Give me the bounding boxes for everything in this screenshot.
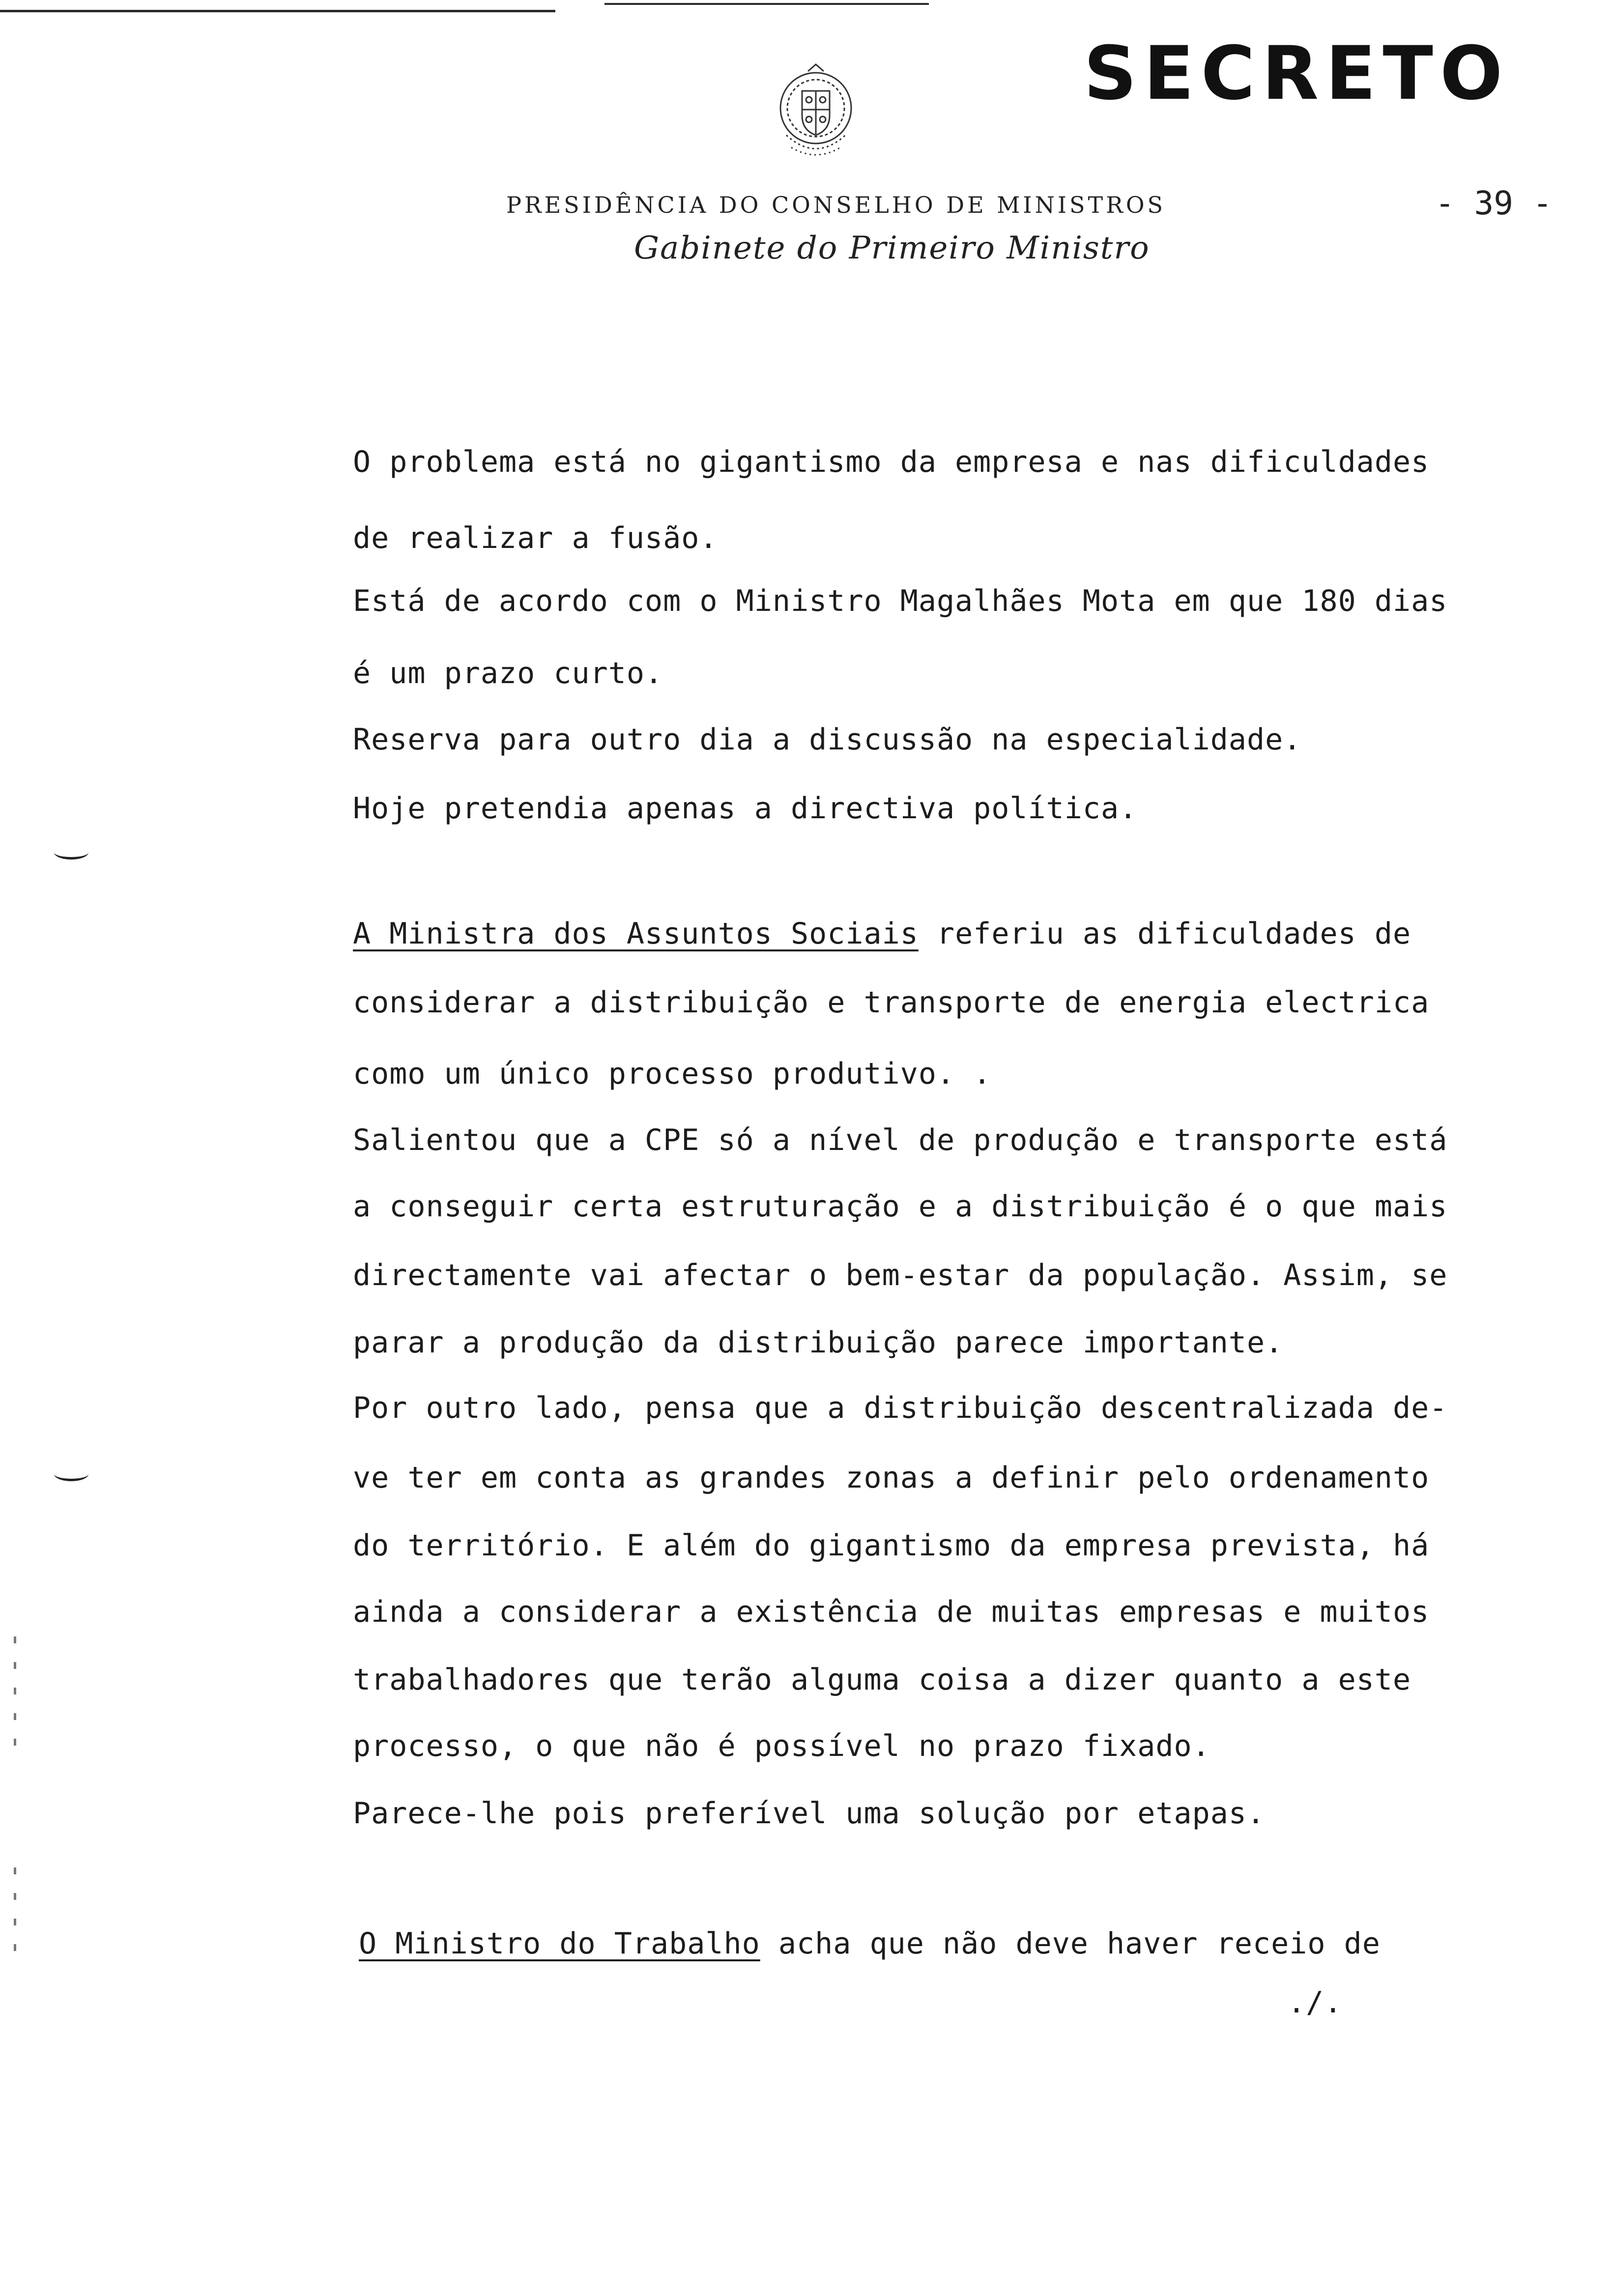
margin-hole-mark (54, 845, 88, 860)
classification-stamp: SECRETO (1084, 31, 1510, 116)
margin-dotted-mark (14, 1867, 17, 1970)
speaker-name: A Ministra dos Assuntos Sociais (353, 917, 919, 951)
top-rule-line (604, 3, 929, 5)
header-department: Gabinete do Primeiro Ministro (634, 230, 1150, 266)
speaker-line (353, 917, 1411, 951)
body-line: O problema está no gigantismo da empresa e nas dificuldades (353, 445, 1430, 479)
speaker-line-rest: acha que não deve haver receio de (760, 1926, 1381, 1961)
speaker-line-rest: referiu as dificuldades de (918, 917, 1411, 951)
margin-hole-mark (54, 1467, 88, 1481)
body-line: ve ter em conta as grandes zonas a definir pelo ordenamento (353, 1461, 1430, 1495)
body-line: trabalhadores que terão alguma coisa a dizer quanto a este (353, 1663, 1411, 1697)
body-line: Reserva para outro dia a discussão na especialidade. (353, 722, 1302, 757)
coat-of-arms-emblem (757, 57, 875, 174)
body-line: é um prazo curto. (353, 656, 663, 690)
body-line: a conseguir certa estruturação e a distribuição é o que mais (353, 1189, 1448, 1224)
continuation-mark: ./. (1288, 1985, 1343, 2020)
body-line: directamente vai afectar o bem-estar da população. Assim, se (353, 1258, 1448, 1292)
body-line: de realizar a fusão. (353, 521, 718, 555)
body-line: Por outro lado, pensa que a distribuição descentralizada de- (353, 1391, 1448, 1425)
body-line: parar a produção da distribuição parece importante. (353, 1325, 1284, 1360)
body-line: considerar a distribuição e transporte de energia electrica (353, 985, 1430, 1020)
top-rule-line (0, 10, 555, 12)
body-line: Salientou que a CPE só a nível de produção e transporte está (353, 1123, 1448, 1157)
body-line: do território. E além do gigantismo da empresa prevista, há (353, 1528, 1430, 1563)
body-line: Parece-lhe pois preferível uma solução por etapas. (353, 1796, 1266, 1831)
speaker-name: O Ministro do Trabalho (359, 1926, 760, 1961)
page-number: - 39 - (1435, 184, 1553, 222)
margin-dotted-mark (14, 1636, 17, 1764)
header-organization: PRESIDÊNCIA DO CONSELHO DE MINISTROS (506, 192, 1166, 218)
body-line: Está de acordo com o Ministro Magalhães Mota em que 180 dias (353, 584, 1448, 618)
body-line: como um único processo produtivo. . (353, 1057, 992, 1091)
body-line: ainda a considerar a existência de muitas empresas e muitos (353, 1595, 1430, 1629)
body-line: Hoje pretendia apenas a directiva política. (353, 791, 1138, 826)
speaker-line (359, 1926, 1381, 1961)
body-line: processo, o que não é possível no prazo fixado. (353, 1729, 1210, 1763)
